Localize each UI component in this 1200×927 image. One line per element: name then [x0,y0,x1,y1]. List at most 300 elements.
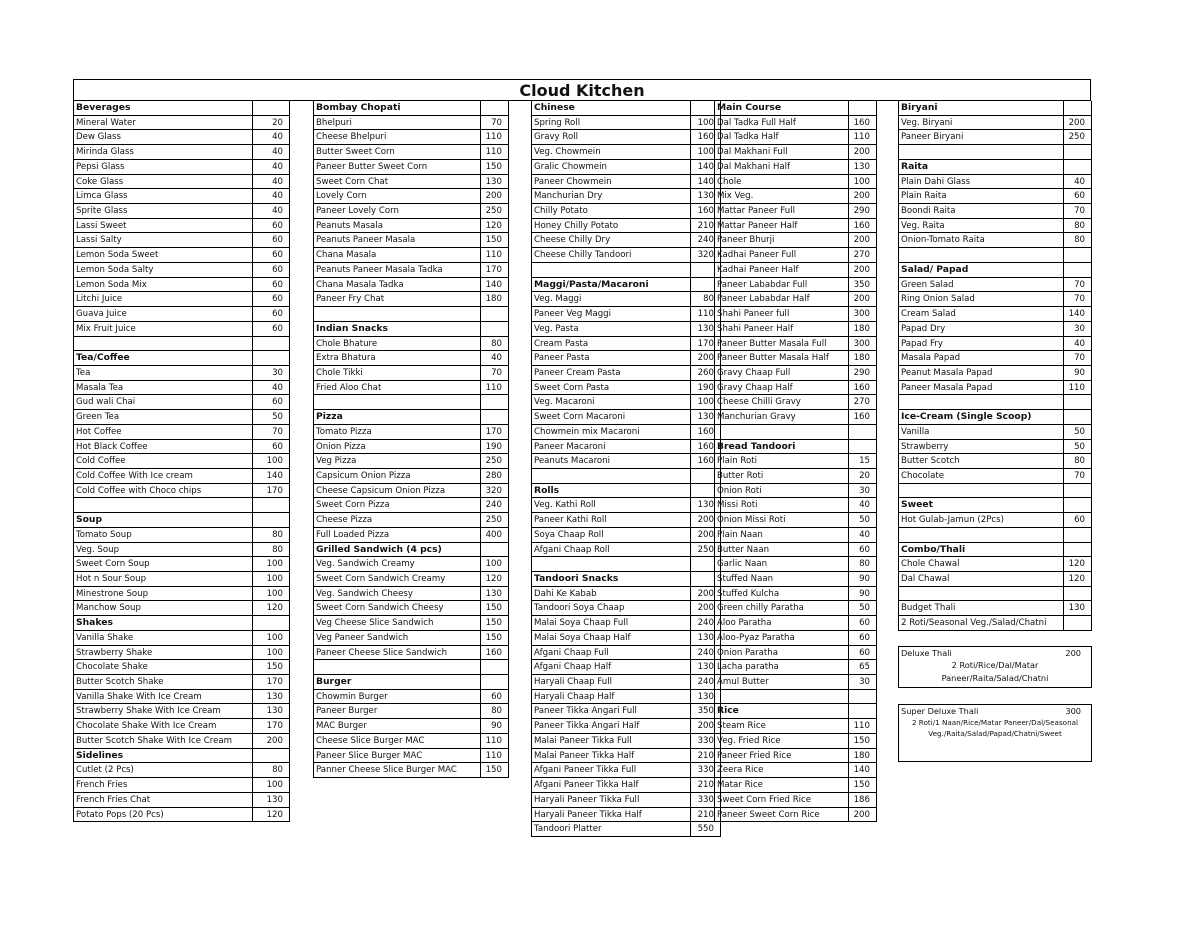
menu-item-row [714,322,877,337]
item-name: Steam Rice [714,719,849,734]
menu-item-row [313,130,509,145]
item-name: Paneer Pasta [531,351,691,366]
menu-item-row [898,572,1092,587]
menu-item-row [313,646,509,661]
item-price: 30 [849,484,877,499]
spacer-row [531,557,721,572]
item-price: 40 [849,528,877,543]
menu-item-row [714,233,877,248]
item-name: Mattar Paneer Half [714,219,849,234]
item-name: Peanuts Macaroni [531,454,691,469]
menu-item-row [898,616,1092,631]
menu-item-row [714,189,877,204]
item-name: Onion Missi Roti [714,513,849,528]
item-price: 250 [1064,130,1092,145]
item-name: Minestrone Soup [73,587,253,602]
item-price: 60 [253,248,290,263]
item-price: 60 [481,690,509,705]
item-name: Lacha paratha [714,660,849,675]
menu-item-row [714,248,877,263]
item-name [898,587,1064,602]
item-name: Lemon Soda Mix [73,278,253,293]
menu-item-row [714,395,877,410]
menu-item-row [73,395,290,410]
item-name: Pepsi Glass [73,160,253,175]
price-cell [849,704,877,719]
item-name: Dew Glass [73,130,253,145]
menu-item-row [898,337,1092,352]
item-name: Chole Chawal [898,557,1064,572]
menu-item-row [531,778,721,793]
item-price: 250 [481,513,509,528]
item-price: 200 [691,719,721,734]
menu-item-row [531,130,721,145]
price-cell [849,101,877,116]
menu-item-row [73,793,290,808]
item-price: 250 [481,204,509,219]
item-price: 60 [253,440,290,455]
item-price: 130 [253,704,290,719]
menu-item-row [898,278,1092,293]
item-name: Plain Naan [714,528,849,543]
section-heading: Rice [714,704,849,719]
menu-item-row [73,660,290,675]
price-cell [849,440,877,455]
item-name [898,528,1064,543]
item-price: 140 [253,469,290,484]
item-name [73,498,253,513]
item-price [1064,528,1092,543]
section-heading: Sidelines [73,749,253,764]
item-price: 180 [849,749,877,764]
item-name: Chowmein mix Macaroni [531,425,691,440]
item-price: 100 [253,631,290,646]
menu-item-row [898,469,1092,484]
menu-item-row [531,337,721,352]
item-name: Haryali Chaap Full [531,675,691,690]
item-price: 270 [849,248,877,263]
item-name [898,248,1064,263]
item-name: Strawberry Shake With Ice Cream [73,704,253,719]
item-price: 80 [1064,219,1092,234]
item-name: Litchi Juice [73,292,253,307]
item-name: Dal Makhani Half [714,160,849,175]
menu-item-row [714,381,877,396]
item-price: 210 [691,749,721,764]
item-price: 110 [481,130,509,145]
item-price: 160 [691,425,721,440]
menu-item-row [531,734,721,749]
item-price: 110 [849,719,877,734]
item-price: 210 [691,219,721,234]
item-name: Paneer Cheese Slice Sandwich [313,646,481,661]
item-price: 130 [691,189,721,204]
menu-item-row [313,498,509,513]
item-price: 60 [1064,189,1092,204]
menu-item-row [714,410,877,425]
menu-column [73,101,290,822]
item-name: Onion Paratha [714,646,849,661]
menu-item-row [714,130,877,145]
item-price: 70 [1064,351,1092,366]
price-cell [481,322,509,337]
menu-item-row [531,307,721,322]
menu-column [531,101,721,837]
item-price: 160 [849,410,877,425]
menu-item-row [898,130,1092,145]
section-heading: Bombay Chopati [313,101,481,116]
menu-item-row [313,601,509,616]
menu-item-row [73,410,290,425]
menu-item-row [714,160,877,175]
item-name: Paneer Lababdar Half [714,292,849,307]
price-cell [253,616,290,631]
menu-item-row [531,189,721,204]
menu-item-row [313,189,509,204]
item-price: 30 [1064,322,1092,337]
menu-item-row [714,337,877,352]
menu-item-row [313,381,509,396]
item-price: 40 [849,498,877,513]
item-name: Gravy Chaap Full [714,366,849,381]
price-cell [481,101,509,116]
item-price: 110 [481,248,509,263]
item-name: French Fries Chat [73,793,253,808]
item-price: 550 [691,822,721,837]
item-name: Sweet Corn Pizza [313,498,481,513]
item-name: Cutlet (2 Pcs) [73,763,253,778]
menu-item-row [714,572,877,587]
section-heading-row [73,513,290,528]
section-heading-row [531,101,721,116]
item-name: Tomato Pizza [313,425,481,440]
section-heading: Raita [898,160,1064,175]
item-name: Mattar Paneer Full [714,204,849,219]
item-price: 80 [253,543,290,558]
menu-item-row [73,233,290,248]
item-name: Sweet Corn Macaroni [531,410,691,425]
item-name: Garlic Naan [714,557,849,572]
item-name: Chole Tikki [313,366,481,381]
item-price: 110 [481,749,509,764]
item-price: 50 [253,410,290,425]
item-name: Veg. Kathi Roll [531,498,691,513]
menu-item-row [714,587,877,602]
item-price: 40 [253,204,290,219]
item-price: 130 [691,410,721,425]
item-price: 120 [481,572,509,587]
item-price: 160 [849,219,877,234]
menu-item-row [714,116,877,131]
item-name: Budget Thali [898,601,1064,616]
item-price: 170 [691,337,721,352]
item-name: Lemon Soda Salty [73,263,253,278]
item-name: Paneer Biryani [898,130,1064,145]
thali-name: Super Deluxe Thali [901,706,979,716]
item-name [898,484,1064,499]
item-name: Cold Coffee [73,454,253,469]
spacer-row [898,587,1092,602]
section-heading-row [898,160,1092,175]
item-name: Paneer Butter Masala Half [714,351,849,366]
item-name: Kadhai Paneer Half [714,263,849,278]
menu-item-row [531,145,721,160]
menu-item-row [313,219,509,234]
menu-item-row [531,219,721,234]
menu-item-row [531,749,721,764]
menu-item-row [714,204,877,219]
item-price: 40 [1064,337,1092,352]
item-name: Veg Pizza [313,454,481,469]
menu-item-row [714,513,877,528]
menu-item-row [313,513,509,528]
item-name: Veg Paneer Sandwich [313,631,481,646]
item-name: Gud wali Chai [73,395,253,410]
section-heading-row [898,263,1092,278]
item-price: 130 [691,498,721,513]
deluxe-thali-box [898,646,1092,688]
item-name: Afgani Chaap Full [531,646,691,661]
item-name: Cheese Pizza [313,513,481,528]
item-name [714,425,849,440]
item-price: 110 [481,734,509,749]
section-heading-row [313,101,509,116]
item-price: 130 [1064,601,1092,616]
menu-item-row [714,498,877,513]
menu-item-row [531,616,721,631]
item-name: Sweet Corn Sandwich Cheesy [313,601,481,616]
spacer-row [898,528,1092,543]
menu-item-row [73,145,290,160]
menu-item-row [531,543,721,558]
item-price: 350 [691,704,721,719]
menu-item-row [313,484,509,499]
menu-item-row [714,734,877,749]
menu-item-row [531,454,721,469]
item-price: 50 [849,513,877,528]
price-cell [481,675,509,690]
item-name: Paneer Macaroni [531,440,691,455]
section-heading: Grilled Sandwich (4 pcs) [313,543,481,558]
item-price [253,337,290,352]
item-name: Mineral Water [73,116,253,131]
item-price: 200 [481,189,509,204]
item-name: Sweet Corn Chat [313,175,481,190]
item-price: 400 [481,528,509,543]
item-name: Cheese Chilly Tandoori [531,248,691,263]
item-name: Veg. Biryani [898,116,1064,131]
item-price: 100 [253,587,290,602]
menu-item-row [73,160,290,175]
item-price: 290 [849,366,877,381]
section-heading: Main Course [714,101,849,116]
item-price: 90 [849,587,877,602]
item-price: 160 [849,116,877,131]
item-name: Potato Pops (20 Pcs) [73,808,253,823]
menu-item-row [313,116,509,131]
item-name: Cheese Slice Burger MAC [313,734,481,749]
item-price: 250 [481,454,509,469]
item-price: 186 [849,793,877,808]
item-name: Lovely Corn [313,189,481,204]
menu-item-row [73,116,290,131]
item-price: 150 [849,778,877,793]
menu-item-row [898,557,1092,572]
item-price: 80 [481,337,509,352]
item-price: 80 [1064,233,1092,248]
menu-item-row [73,719,290,734]
menu-item-row [313,616,509,631]
section-heading-row [73,749,290,764]
menu-item-row [313,263,509,278]
menu-item-row [714,454,877,469]
thali-price: 300 [1065,706,1081,716]
menu-item-row [313,440,509,455]
spacer-row [73,337,290,352]
menu-item-row [714,484,877,499]
menu-item-row [313,248,509,263]
item-price [1064,616,1092,631]
menu-item-row [898,440,1092,455]
menu-item-row [898,322,1092,337]
item-price: 40 [253,130,290,145]
item-name: Cheese Bhelpuri [313,130,481,145]
section-heading-row [313,322,509,337]
menu-item-row [73,778,290,793]
item-price: 20 [253,116,290,131]
item-name: Veg. Macaroni [531,395,691,410]
menu-item-row [73,322,290,337]
item-name: Green Tea [73,410,253,425]
item-name: Missi Roti [714,498,849,513]
item-price: 200 [849,189,877,204]
menu-item-row [73,557,290,572]
menu-item-row [714,175,877,190]
item-price: 140 [849,763,877,778]
item-price: 100 [253,646,290,661]
menu-item-row [898,307,1092,322]
menu-item-row [714,366,877,381]
item-price: 80 [1064,454,1092,469]
item-price: 140 [1064,307,1092,322]
item-name: Dal Tadka Full Half [714,116,849,131]
item-name: Veg. Soup [73,543,253,558]
item-price: 60 [253,233,290,248]
menu-item-row [714,528,877,543]
item-name: Manchurian Dry [531,189,691,204]
item-name: Veg. Sandwich Cheesy [313,587,481,602]
item-price: 190 [691,381,721,396]
item-name: Peanuts Paneer Masala Tadka [313,263,481,278]
menu-item-row [313,572,509,587]
menu-item-row [714,660,877,675]
item-price: 100 [253,572,290,587]
section-heading: Tea/Coffee [73,351,253,366]
item-name: Dal Chawal [898,572,1064,587]
item-price: 60 [253,219,290,234]
menu-item-row [73,646,290,661]
menu-item-row [531,175,721,190]
item-name: Guava Juice [73,307,253,322]
item-name: Peanuts Paneer Masala [313,233,481,248]
menu-item-row [531,513,721,528]
item-price: 60 [253,278,290,293]
item-name: Sweet Corn Soup [73,557,253,572]
item-price: 320 [481,484,509,499]
section-heading-row [531,572,721,587]
item-name: Paneer Fry Chat [313,292,481,307]
menu-item-row [313,425,509,440]
price-cell [1064,101,1092,116]
item-price: 50 [1064,425,1092,440]
item-name: Mix Veg. [714,189,849,204]
item-price [849,690,877,705]
spacer-row [531,263,721,278]
menu-item-row [714,749,877,764]
item-name: Paneer Tikka Angari Full [531,704,691,719]
spacer-row [313,395,509,410]
menu-item-row [898,233,1092,248]
item-price: 130 [253,793,290,808]
menu-item-row [73,175,290,190]
item-price: 130 [691,690,721,705]
thali-desc-line: Paneer/Raita/Salad/Chatni [941,673,1049,683]
section-heading: Salad/ Papad [898,263,1064,278]
item-price: 160 [849,381,877,396]
item-name: Onion Pizza [313,440,481,455]
section-heading: Indian Snacks [313,322,481,337]
price-cell [1064,410,1092,425]
menu-item-row [714,219,877,234]
item-name [531,469,691,484]
item-price: 60 [849,543,877,558]
item-price: 120 [253,601,290,616]
menu-item-row [531,233,721,248]
item-price [1064,587,1092,602]
item-price: 140 [691,175,721,190]
item-name: Matar Rice [714,778,849,793]
menu-item-row [531,160,721,175]
thali-price: 200 [1065,648,1081,658]
item-name: Mix Fruit Juice [73,322,253,337]
item-name: Veg. Maggi [531,292,691,307]
item-name: Sweet Corn Pasta [531,381,691,396]
item-price: 70 [481,366,509,381]
menu-item-row [898,175,1092,190]
item-price: 100 [691,395,721,410]
item-name: Paneer Kathi Roll [531,513,691,528]
item-name: French Fries [73,778,253,793]
menu-item-row [313,145,509,160]
item-price: 140 [691,160,721,175]
menu-item-row [531,366,721,381]
item-price: 80 [849,557,877,572]
item-price: 150 [849,734,877,749]
item-name: Green chilly Paratha [714,601,849,616]
item-name: Butter Sweet Corn [313,145,481,160]
item-name: Gravy Chaap Half [714,381,849,396]
item-price: 40 [253,189,290,204]
item-name: Chole Bhature [313,337,481,352]
item-name: Tomato Soup [73,528,253,543]
menu-title: Cloud Kitchen [73,79,1091,101]
section-heading-row [313,675,509,690]
item-price: 180 [849,322,877,337]
item-name: Chole [714,175,849,190]
item-name: Sweet Corn Fried Rice [714,793,849,808]
spacer-row [898,484,1092,499]
menu-item-row [313,469,509,484]
